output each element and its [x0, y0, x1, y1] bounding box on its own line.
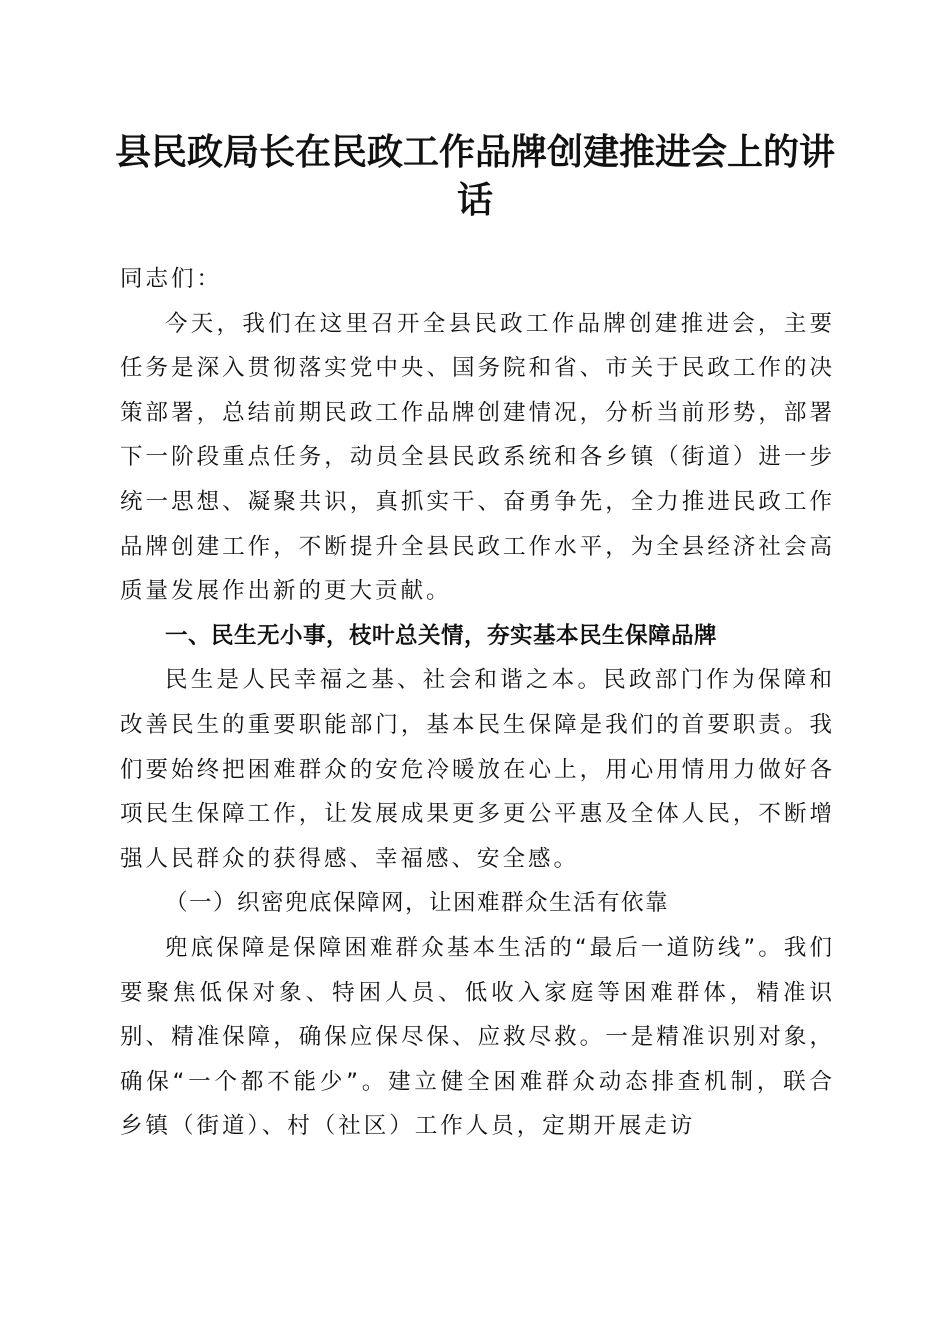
section-heading: 一、民生无小事，枝叶总关情，夯实基本民生保障品牌	[165, 622, 718, 649]
subsection-heading: （一）织密兜底保障网，让困难群众生活有依靠	[165, 890, 670, 917]
document-title: 县民政局长在民政工作品牌创建推进会上的讲话	[114, 131, 835, 221]
section-paragraph: 民生是人民幸福之基、社会和谐之本。民政部门作为保障和改善民生的重要职能部门，基本民生保障是我们的首要职责。我们要始终把困难群众的安危冷暖放在心上，用心用情用力做好各项民生保障工作，让发展成果更多更公平惠及全体人民，不断增强人民群众的获得感、幸福感、安全感。	[120, 667, 835, 872]
salutation: 同志们：	[120, 266, 223, 292]
intro-paragraph: 今天，我们在这里召开全县民政工作品牌创建推进会，主要任务是深入贯彻落实党中央、国务院和省、市关于民政工作的决策部署，总结前期民政工作品牌创建情况，分析当前形势，部署下一阶段重点任务，动员全县民政系统和各乡镇（街道）进一步统一思想、凝聚共识，真抓实干、奋勇争先，全力推进民政工作品牌创建工作，不断提升全县民政工作水平，为全县经济社会高质量发展作出新的更大贡献。	[120, 310, 835, 605]
document-body	[120, 257, 835, 1149]
subsection-paragraph: 兜底保障是保障困难群众基本生活的“最后一道防线”。我们要聚焦低保对象、特困人员、低收入家庭等困难群体，精准识别、精准保障，确保应保尽保、应救尽救。一是精准识别对象，确保“一个都不能少”。建立健全困难群众动态排查机制，联合乡镇（街道）、村（社区）工作人员，定期开展走访	[120, 934, 835, 1140]
